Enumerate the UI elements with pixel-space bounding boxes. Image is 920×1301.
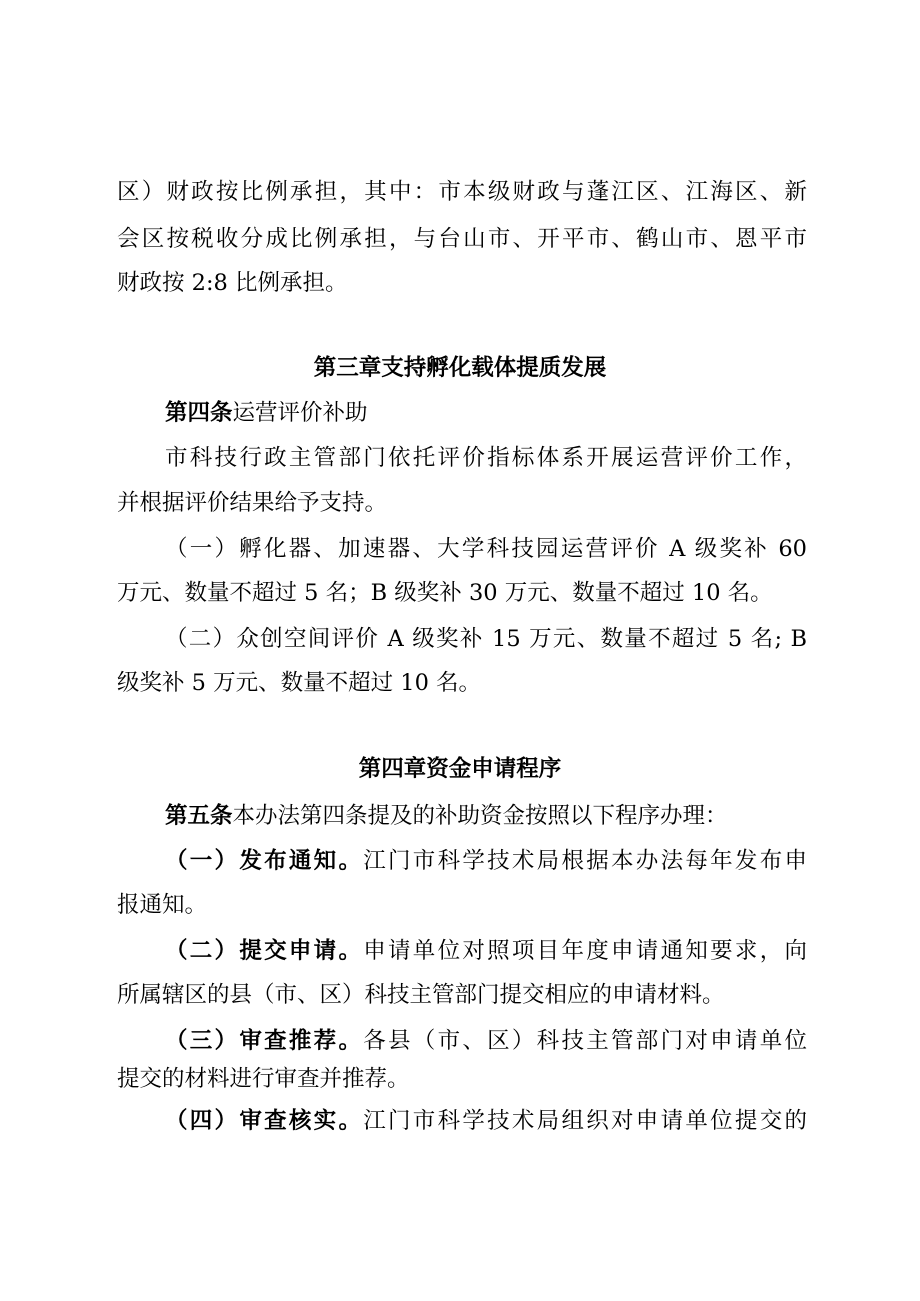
- step-3-line-2: 提交的材料进行审查并推荐。: [117, 1066, 410, 1092]
- article-5-line: [165, 801, 807, 831]
- step-1-line-2: 报通知。: [117, 892, 208, 918]
- step-1-line-1: [165, 846, 807, 876]
- chapter-4-heading: 第四章资金申请程序: [358, 756, 562, 782]
- step-1-text: 江门市科学技术局根据本办法每年发布申: [363, 848, 807, 874]
- item-2-line-2: 级奖补 5 万元、数量不超过 10 名。: [117, 670, 482, 696]
- article-5-label: 第五条: [165, 803, 233, 829]
- step-4-label: （四）审查核实。: [165, 1108, 364, 1134]
- intro-line-2: 会区按税收分成比例承担，与台山市、开平市、鹤山市、恩平市: [117, 226, 807, 252]
- article-4-line: [165, 398, 805, 428]
- article-4-label: 第四条: [165, 400, 233, 426]
- step-3-text: 各县（市、区）科技主管部门对申请单位: [363, 1028, 807, 1054]
- article-4-paragraph-line-2: 并根据评价结果给予支持。: [117, 490, 388, 516]
- step-2-text: 申请单位对照项目年度申请通知要求，向: [363, 938, 807, 964]
- article-4-title: 运营评价补助: [232, 400, 368, 426]
- item-1-line-1: （一）孵化器、加速器、大学科技园运营评价 A 级奖补 60: [165, 536, 807, 562]
- article-4-paragraph-line-1: 市科技行政主管部门依托评价指标体系开展运营评价工作，: [165, 445, 807, 471]
- intro-line-3: 财政按 2:8 比例承担。: [117, 270, 348, 296]
- step-2-label: （二）提交申请。: [165, 938, 364, 964]
- chapter-3-heading: 第三章支持孵化载体提质发展: [313, 355, 607, 381]
- step-4-line-1: [165, 1106, 807, 1136]
- article-5-text: 本办法第四条提及的补助资金按照以下程序办理：: [232, 803, 728, 829]
- step-2-line-2: 所属辖区的县（市、区）科技主管部门提交相应的申请材料。: [117, 982, 725, 1008]
- item-1-line-2: 万元、数量不超过 5 名；B 级奖补 30 万元、数量不超过 10 名。: [117, 580, 773, 606]
- step-4-text: 江门市科学技术局组织对申请单位提交的: [363, 1108, 807, 1134]
- item-2-line-1: （二）众创空间评价 A 级奖补 15 万元、数量不超过 5 名; B: [165, 626, 807, 652]
- step-1-label: （一）发布通知。: [165, 848, 364, 874]
- intro-line-1: 区）财政按比例承担，其中：市本级财政与蓬江区、江海区、新: [117, 179, 807, 205]
- step-2-line-1: [165, 936, 807, 966]
- step-3-label: （三）审查推荐。: [165, 1028, 364, 1054]
- step-3-line-1: [165, 1026, 807, 1056]
